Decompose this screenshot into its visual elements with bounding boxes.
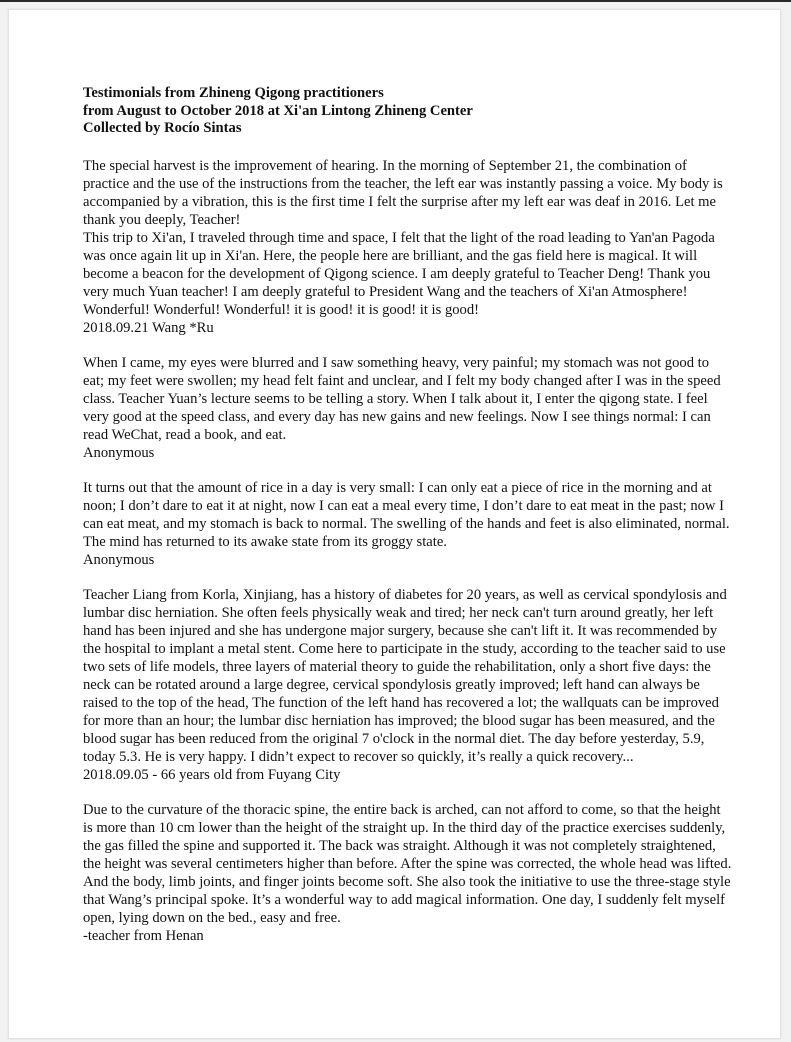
testimonial-entry-2 [83,354,733,462]
testimonial-paragraph: Due to the curvature of the thoracic spine, the entire back is arched, can not afford to come, so that the height is more than 10 cm lower than the height of the straight up. In the third day of the practice exercises suddenly, the gas filled the spine and supported it. The back was straight. Although it was not completely straightened, the height was several centimeters higher than before. After the spine was corrected, the whole head was lifted. And the body, limb joints, and finger joints become soft. She also took the initiative to use the three-stage style that Wang’s principal spoke. It’s a wonderful way to add magical information. One day, I suddenly felt myself open, lying down on the bed., easy and free. [83,801,732,926]
top-window-strip [0,0,791,2]
document-content [83,85,733,962]
testimonial-paragraph: The special harvest is the improvement of hearing. In the morning of September 21, the combination of practice and the use of the instructions from the teacher, the left ear was instantly passing a voice. My body is accompanied by a vibration, this is the first time I felt the surprise after my left ear was deaf in 2016. Let me thank you deeply, Teacher! [83,157,723,228]
testimonial-entry-1 [83,157,733,337]
testimonial-attribution: -teacher from Henan [83,927,204,944]
testimonial-attribution: 2018.09.05 - 66 years old from Fuyang City [83,766,341,783]
testimonial-entry-3 [83,479,733,569]
testimonial-attribution: 2018.09.21 Wang *Ru [83,319,214,336]
document-page [8,9,781,1039]
document-subtitle: from August to October 2018 at Xi'an Lintong Zhineng Center [83,102,473,119]
testimonial-attribution: Anonymous [83,551,155,568]
document-collector: Collected by Rocío Sintas [83,120,242,136]
testimonial-entry-4 [83,586,733,784]
testimonial-paragraph: It turns out that the amount of rice in a day is very small: I can only eat a piece of rice in the morning and at noon; I don’t dare to eat it at night, now I can eat a meal every time, I don’t dare to eat meat in the past; now I can eat meat, and my stomach is back to normal. The swelling of the hands and feet is also eliminated, normal. The mind has returned to its awake state from its groggy state. [83,479,730,550]
testimonial-entry-5 [83,801,733,945]
testimonial-attribution: Anonymous [83,444,155,461]
testimonial-paragraph: Teacher Liang from Korla, Xinjiang, has a history of diabetes for 20 years, as well as cervical spondylosis and lumbar disc herniation. She often feels physically weak and tired; her neck can't turn around greatly, her left hand has been injured and she has undergone major surgery, because she can't lift it. It was recommended by the hospital to implant a metal stent. Come here to participate in the study, according to the teacher said to use two sets of life models, three layers of material theory to guide the rehabilitation, only a short five days: the neck can be rotated around a large degree, cervical spondylosis greatly improved; left hand can always be raised to the top of the head, The function of the left hand has recovered a lot; the wallquats can be improved for more than an hour; the lumbar disc herniation has improved; the blood sugar has been measured, and the blood sugar has been reduced from the original 7 o'clock in the normal diet. The day before yesterday, 5.9, today 5.3. He is very happy. I didn’t expect to recover so quickly, it’s really a quick recovery... [83,586,727,765]
testimonial-paragraph: This trip to Xi'an, I traveled through time and space, I felt that the light of the road leading to Yan'an Pagoda was once again lit up in Xi'an. Here, the people here are brilliant, and the gas field here is magical. It will become a beacon for the development of Qigong science. I am deeply grateful to Teacher Deng! Thank you very much Yuan teacher! I am deeply grateful to President Wang and the teachers of Xi'an Atmosphere! Wonderful! Wonderful! Wonderful! it is good! it is good! it is good! [83,229,715,318]
testimonial-paragraph: When I came, my eyes were blurred and I saw something heavy, very painful; my stomach was not good to eat; my feet were swollen; my head felt faint and unclear, and I felt my body changed after I was in the speed class. Teacher Yuan’s lecture seems to be telling a story. When I talk about it, I enter the qigong state. I feel very good at the speed class, and every day has new gains and new feelings. Now I see things normal: I can read WeChat, read a book, and eat. [83,354,721,443]
document-header [83,85,733,138]
document-title: Testimonials from Zhineng Qigong practitioners [83,85,384,101]
